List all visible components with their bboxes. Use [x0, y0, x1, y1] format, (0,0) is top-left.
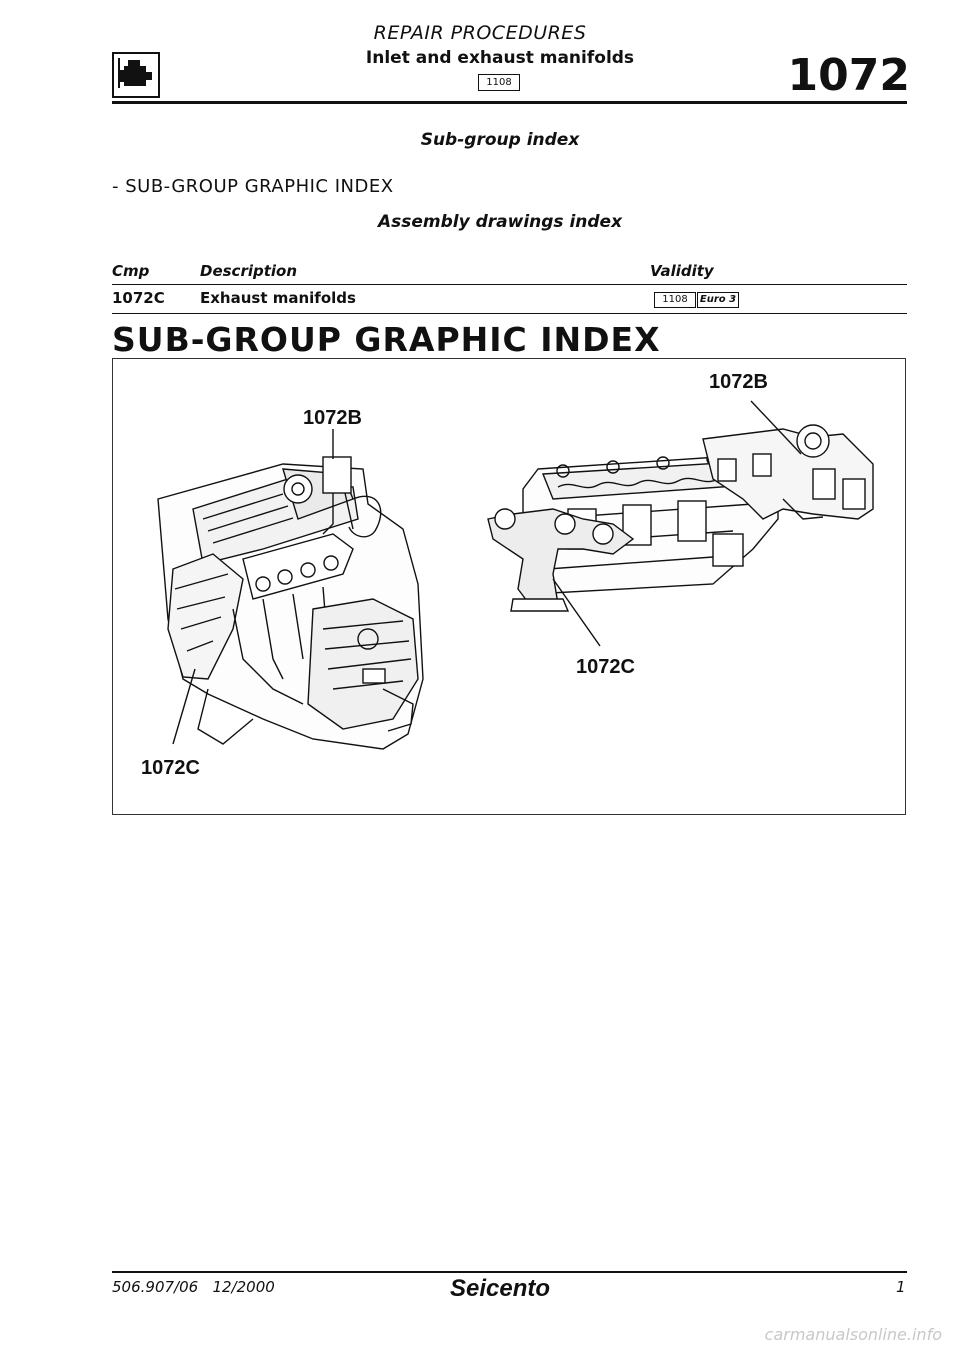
table-header-rule [112, 284, 907, 285]
assembly-figure [112, 358, 906, 815]
page-number: 1 [896, 1278, 906, 1296]
callout-label: 1072B [709, 371, 768, 393]
model-badge: 1108 [478, 74, 520, 91]
callout-label: 1072B [303, 407, 362, 429]
table-cell-description: Exhaust manifolds [200, 289, 356, 307]
column-header-validity: Validity [650, 262, 714, 280]
engine-assembly-drawing [158, 457, 423, 749]
page-title: Inlet and exhaust manifolds [365, 48, 635, 68]
index-item: - SUB-GROUP GRAPHIC INDEX [112, 176, 394, 197]
watermark: carmanualsonline.info [764, 1325, 942, 1344]
callout-label: 1072C [141, 757, 200, 779]
document-code: 506.907/06 12/2000 [112, 1278, 275, 1296]
assembly-index-heading: Assembly drawings index [377, 212, 623, 232]
validity-badge-euro: Euro 3 [697, 292, 739, 308]
callout-label: 1072C [576, 656, 635, 678]
cylinder-head-drawing [488, 425, 873, 611]
table-bottom-rule [112, 313, 907, 314]
table-cell-cmp: 1072C [112, 289, 165, 307]
validity-badge-model: 1108 [654, 292, 696, 308]
section-heading: REPAIR PROCEDURES [373, 22, 587, 44]
graphic-index-title: SUB-GROUP GRAPHIC INDEX [112, 320, 661, 359]
footer-divider [112, 1271, 907, 1273]
column-header-cmp: Cmp [112, 262, 150, 280]
subgroup-index-heading: Sub-group index [420, 130, 580, 150]
group-number: 1072 [787, 50, 910, 101]
column-header-description: Description [200, 262, 298, 280]
header-divider [112, 101, 907, 104]
brand-name: Seicento [449, 1275, 551, 1302]
